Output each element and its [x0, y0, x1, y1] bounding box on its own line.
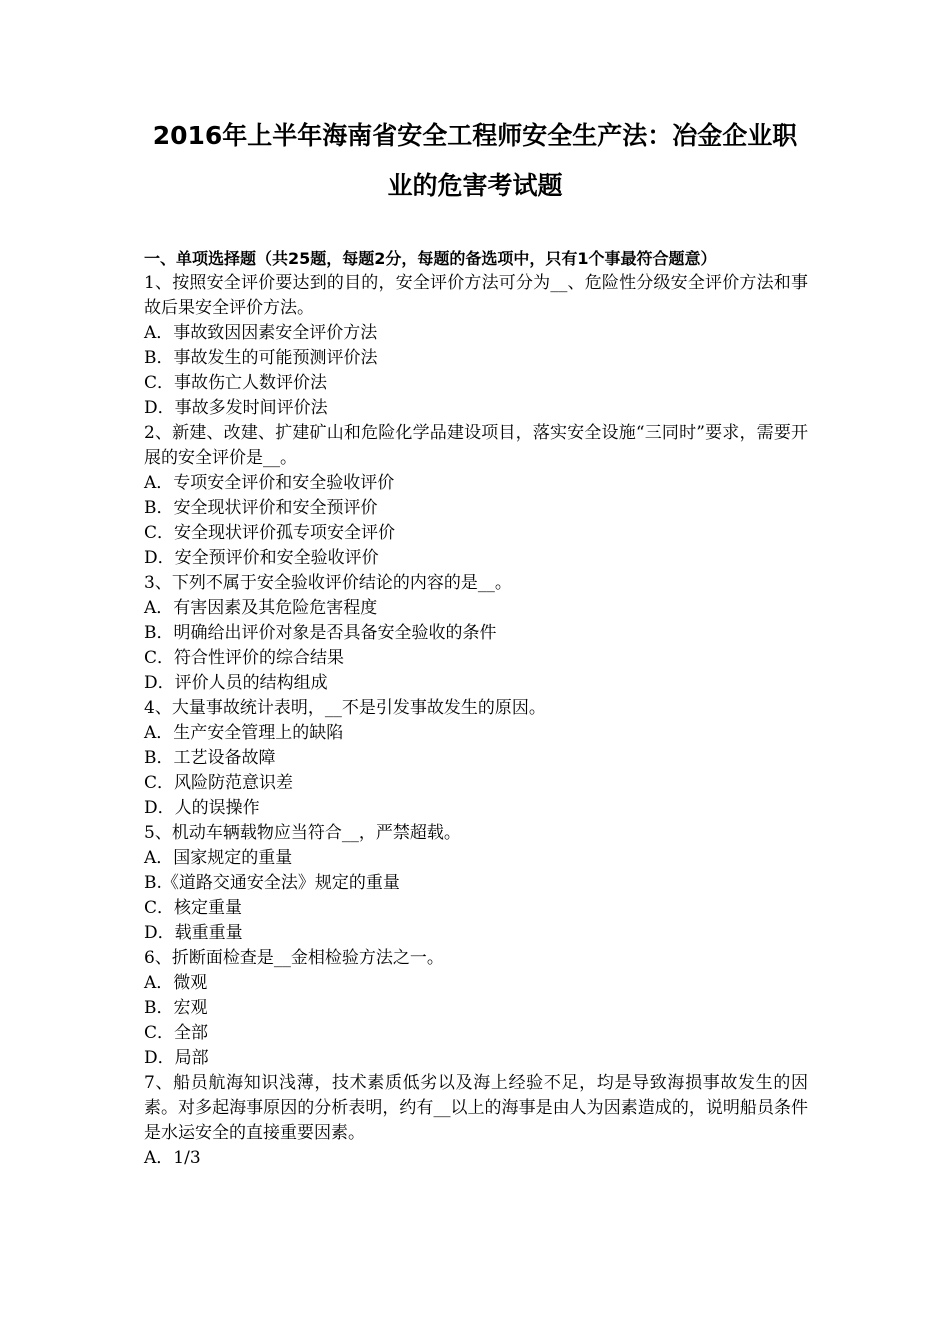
- document-body: [144, 246, 808, 1171]
- option-b: B.《道路交通安全法》规定的重量: [144, 873, 400, 893]
- option-b: B．宏观: [144, 998, 208, 1018]
- question-stem: 3、下列不属于安全验收评价结论的内容的是__。: [144, 573, 512, 593]
- option-d: D．载重重量: [144, 923, 243, 943]
- question-2: [144, 421, 808, 571]
- question-7: [144, 1071, 808, 1171]
- section-heading: 一、单项选择题（共25题，每题2分，每题的备选项中，只有1个事最符合题意）: [144, 249, 717, 268]
- option-c: C．全部: [144, 1023, 209, 1043]
- question-4: [144, 696, 808, 821]
- option-b: B．事故发生的可能预测评价法: [144, 348, 378, 368]
- document-title-line-1: 2016年上半年海南省安全工程师安全生产法：冶金企业职: [152, 121, 798, 150]
- option-b: B．明确给出评价对象是否具备安全验收的条件: [144, 623, 497, 643]
- document-title-line-2: 业的危害考试题: [387, 171, 563, 200]
- question-stem: 2、新建、改建、扩建矿山和危险化学品建设项目，落实安全设施“三同时”要求，需要开展的安全评价是__。: [144, 423, 808, 468]
- option-d: D．人的误操作: [144, 798, 260, 818]
- question-5: [144, 821, 808, 946]
- option-d: D．评价人员的结构组成: [144, 673, 328, 693]
- question-stem: 1、按照安全评价要达到的目的，安全评价方法可分为__、危险性分级安全评价方法和事故后果安全评价方法。: [144, 273, 808, 318]
- option-d: D．事故多发时间评价法: [144, 398, 328, 418]
- option-a: A．事故致因因素安全评价方法: [144, 323, 378, 343]
- option-a: A．1/3: [144, 1148, 201, 1168]
- question-stem: 7、船员航海知识浅薄，技术素质低劣以及海上经验不足，均是导致海损事故发生的因素。对多起海事原因的分析表明，约有__以上的海事是由人为因素造成的，说明船员条件是水运安全的直接重要因素。: [144, 1073, 808, 1143]
- option-c: C．核定重量: [144, 898, 243, 918]
- option-c: C．事故伤亡人数评价法: [144, 373, 328, 393]
- option-a: A．专项安全评价和安全验收评价: [144, 473, 395, 493]
- option-c: C．风险防范意识差: [144, 773, 294, 793]
- question-stem: 4、大量事故统计表明，__不是引发事故发生的原因。: [144, 698, 546, 718]
- option-c: C．安全现状评价孤专项安全评价: [144, 523, 396, 543]
- option-b: B．工艺设备故障: [144, 748, 276, 768]
- option-d: D．安全预评价和安全验收评价: [144, 548, 379, 568]
- option-a: A．微观: [144, 973, 208, 993]
- option-c: C．符合性评价的综合结果: [144, 648, 345, 668]
- option-a: A．生产安全管理上的缺陷: [144, 723, 344, 743]
- question-3: [144, 571, 808, 696]
- question-6: [144, 946, 808, 1071]
- option-b: B．安全现状评价和安全预评价: [144, 498, 378, 518]
- option-a: A．国家规定的重量: [144, 848, 293, 868]
- question-stem: 6、折断面检查是__金相检验方法之一。: [144, 948, 444, 968]
- option-a: A．有害因素及其危险危害程度: [144, 598, 378, 618]
- question-stem: 5、机动车辆载物应当符合__，严禁超载。: [144, 823, 461, 843]
- option-d: D．局部: [144, 1048, 209, 1068]
- question-1: [144, 271, 808, 421]
